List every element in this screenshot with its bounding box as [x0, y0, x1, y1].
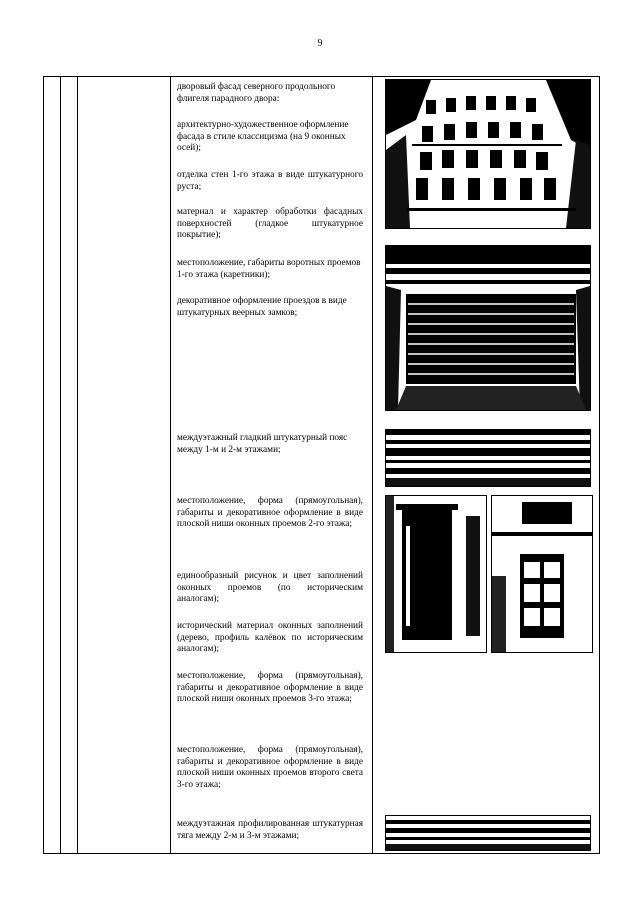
- table-column-border: [599, 76, 600, 854]
- table-top-border: [43, 76, 600, 77]
- description-paragraph: междуэтажная профилированная штукатурная тяга между 2-м и 3-м этажами;: [177, 819, 363, 841]
- table-bottom-border: [43, 853, 600, 854]
- description-paragraph: материал и характер обработки фасадных поверхностей (гладкое штукатурное покрытие);: [177, 207, 363, 240]
- description-paragraph: исторический материал оконных заполнений (дерево, профиль калёвок по историческим аналогам);: [177, 621, 363, 654]
- window-frame-photo: [491, 495, 593, 653]
- description-paragraph: междуэтажный гладкий штукатурный пояс между 1-м и 2-м этажами;: [177, 433, 348, 455]
- description-paragraph: единообразный рисунок и цвет заполнений оконных проемов (по историческим аналогам);: [177, 571, 363, 604]
- table-column-border: [43, 76, 44, 854]
- description-paragraph: отделка стен 1-го этажа в виде штукатурного руста;: [177, 170, 363, 192]
- description-paragraph: архитектурно-художественное оформление фасада в стиле классицизма (на 9 оконных осей);: [177, 120, 349, 153]
- courtyard-facade-photo: [385, 79, 591, 229]
- belt-course-photo: [385, 429, 591, 487]
- description-paragraph: местоположение, форма (прямоугольная), габариты и декоративное оформление в виде плоской ниши оконных проемов 2-го этажа;: [177, 496, 363, 529]
- page-number: 9: [317, 38, 323, 49]
- description-paragraph: дворовый фасад северного продольного флигеля парадного двора:: [177, 82, 336, 104]
- window-niche-photo: [385, 495, 487, 653]
- table-column-border: [372, 76, 373, 854]
- description-paragraph: местоположение, форма (прямоугольная), габариты и декоративное оформление в виде плоской ниши оконных проемов 3-го этажа;: [177, 671, 363, 704]
- table-column-border: [60, 76, 61, 854]
- table-column-border: [170, 76, 171, 854]
- description-paragraph: декоративное оформление проездов в виде штукатурных веерных замков;: [177, 296, 347, 318]
- description-paragraph: местоположение, форма (прямоугольная), габариты и декоративное оформление в виде плоской ниши оконных проемов второго света 3-го этажа;: [177, 745, 363, 790]
- description-paragraph: местоположение, габариты воротных проемов 1-го этажа (каретники);: [177, 258, 361, 280]
- carriage-gate-photo: [385, 245, 591, 411]
- table-column-border: [77, 76, 78, 854]
- cornice-photo: [385, 815, 591, 851]
